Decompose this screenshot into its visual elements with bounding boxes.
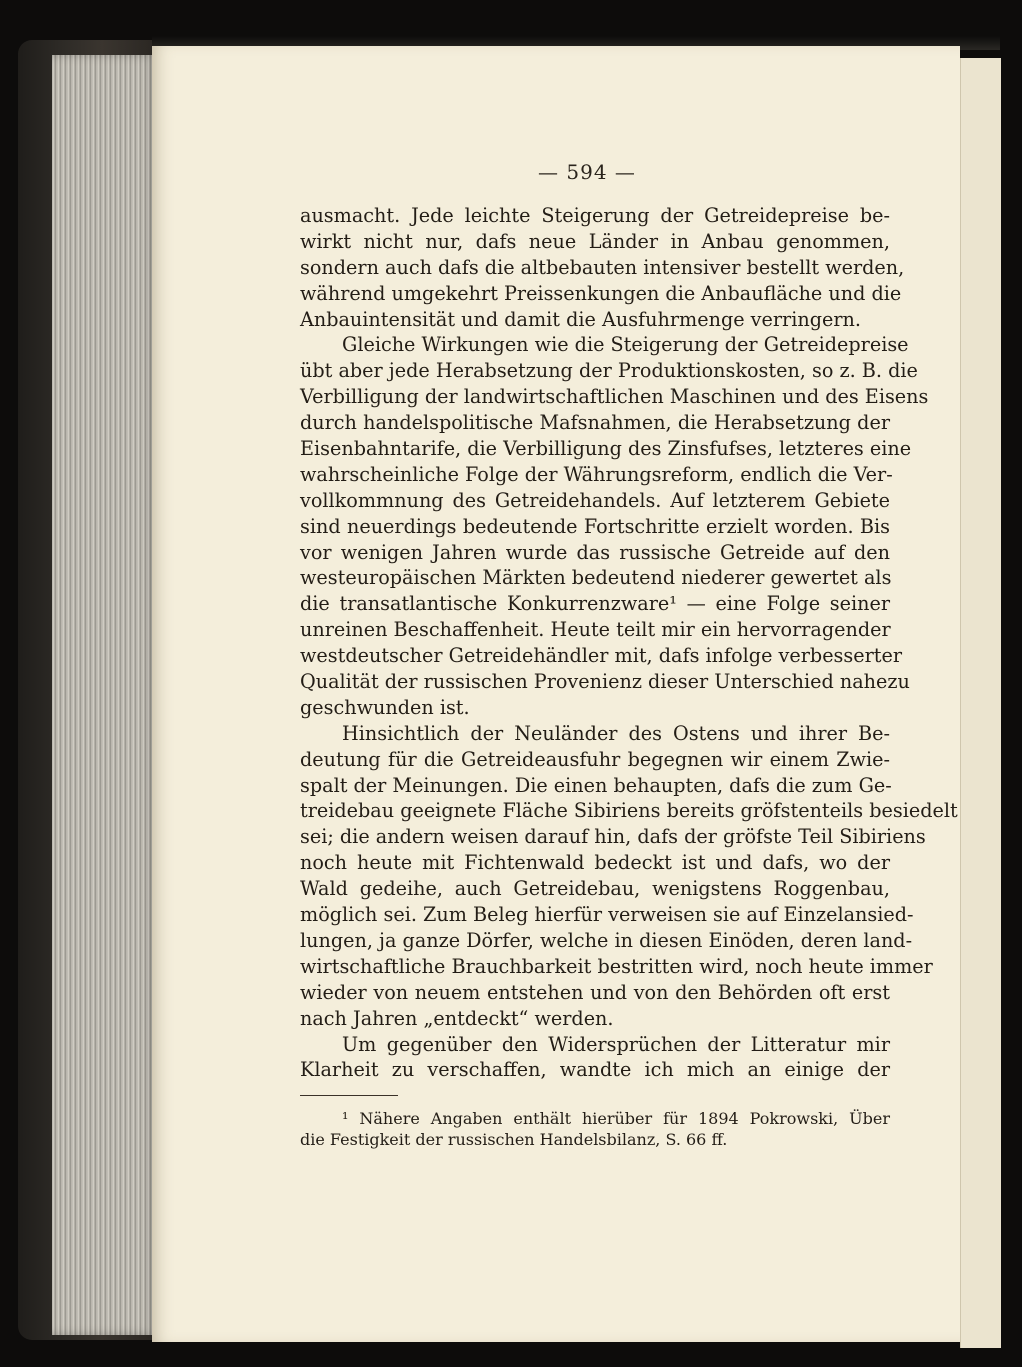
footnote-rule (300, 1095, 398, 1096)
text-line: westdeutscher Getreidehändler mit, dafs infolge verbesserter (300, 644, 903, 668)
text-line: wirtschaftliche Brauchbarkeit bestritten wird, noch heute immer (300, 954, 933, 978)
facing-page-edge (960, 58, 1001, 1348)
text-line: wieder von neuem entstehen und von den Behörden oft erst (300, 980, 890, 1004)
text-line: Hinsichtlich der Neuländer des Ostens und ihrer Be- (342, 721, 890, 745)
text-line: vor wenigen Jahren wurde das russische Getreide auf den (300, 540, 890, 564)
text-line: nach Jahren „entdeckt“ werden. (300, 1006, 614, 1030)
text-line: während umgekehrt Preissenkungen die Anbaufläche und die (300, 281, 902, 305)
footnote-line: ¹ Nähere Angaben enthält hierüber für 1894 Pokrowski, Über (342, 1109, 890, 1128)
text-line: westeuropäischen Märkten bedeutend niederer gewertet als (300, 566, 892, 590)
text-line: spalt der Meinungen. Die einen behaupten, dafs die zum Ge- (300, 773, 892, 797)
text-line: sondern auch dafs die altbebauten intensiver bestellt werden, (300, 255, 905, 279)
page-edges (52, 55, 157, 1335)
text-line: sei; die andern weisen darauf hin, dafs der gröfste Teil Sibiriens (300, 825, 926, 849)
text-line: lungen, ja ganze Dörfer, welche in diesen Einöden, deren land- (300, 928, 913, 952)
text-line: Eisenbahntarife, die Verbilligung des Zinsfufses, letzteres eine (300, 437, 912, 461)
text-line: noch heute mit Fichtenwald bedeckt ist und dafs, wo der (300, 851, 890, 875)
text-line: möglich sei. Zum Beleg hierfür verweisen sie auf Einzelansied- (300, 903, 914, 927)
text-line: Um gegenüber den Widersprüchen der Litteratur mir (342, 1032, 890, 1056)
text-line: Qualität der russischen Provenienz dieser Unterschied nahezu (300, 670, 910, 694)
text-line: unreinen Beschaffenheit. Heute teilt mir ein hervorragender (300, 618, 891, 642)
text-line: Wald gedeihe, auch Getreidebau, wenigstens Roggenbau, (300, 877, 890, 901)
text-line: vollkommnung des Getreidehandels. Auf letzterem Gebiete (300, 488, 890, 512)
text-line: wahrscheinliche Folge der Währungsreform, endlich die Ver- (300, 462, 893, 486)
text-line: durch handelspolitische Mafsnahmen, die Herabsetzung der (300, 411, 890, 435)
text-line: ausmacht. Jede leichte Steigerung der Getreidepreise be- (300, 204, 890, 227)
page-number: — 594 — (538, 160, 636, 184)
text-line: sind neuerdings bedeutende Fortschritte erzielt worden. Bis (300, 514, 890, 538)
text-line: wirkt nicht nur, dafs neue Länder in Anbau genommen, (300, 229, 890, 253)
text-line: deutung für die Getreideausfuhr begegnen wir einem Zwie- (300, 747, 890, 771)
text-line: geschwunden ist. (300, 695, 470, 719)
text-line: Klarheit zu verschaffen, wandte ich mich an einige der (300, 1058, 890, 1082)
text-line: Verbilligung der landwirtschaftlichen Maschinen und des Eisens (300, 385, 929, 409)
footnote-line: die Festigkeit der russischen Handelsbilanz, S. 66 ff. (300, 1130, 728, 1149)
text-line: Gleiche Wirkungen wie die Steigerung der Getreidepreise (342, 333, 909, 357)
text-line: Anbauintensität und damit die Ausfuhrmenge verringern. (300, 307, 861, 331)
text-line: treidebau geeignete Fläche Sibiriens bereits gröfstenteils besiedelt (300, 799, 958, 823)
footnote (300, 1108, 890, 1150)
body-text (300, 203, 958, 1083)
text-line: übt aber jede Herabsetzung der Produktionskosten, so z. B. die (300, 359, 918, 383)
text-line: die transatlantische Konkurrenzware¹ — eine Folge seiner (300, 592, 890, 616)
